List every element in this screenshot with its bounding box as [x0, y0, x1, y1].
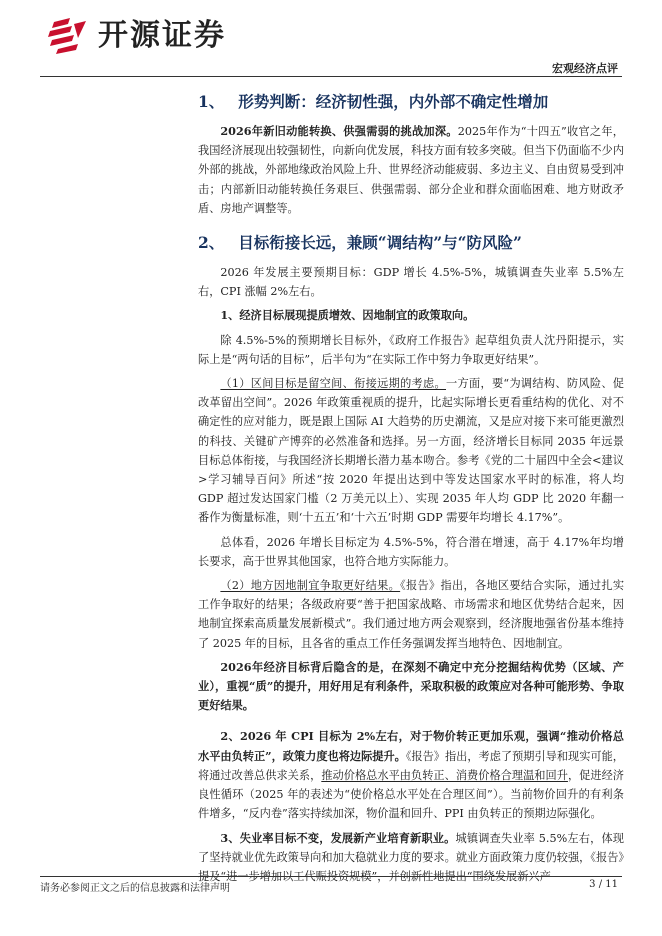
paragraph: 3、失业率目标不变，发展新产业培育新职业。城镇调查失业率 5.5%左右，体现了坚持就业优先政策导向和加大稳就业力度的要求。就业方面政策力度仍较强，《报告》提及“进一步增加以工代赈投资规模”，并创新性地提出“围绕发展新兴产 [198, 830, 624, 883]
section-1-title: 1、 形势判断：经济韧性强，内外部不确定性增加 [198, 92, 549, 111]
page-number: 3 / 11 [589, 879, 618, 890]
paragraph: 2026 年发展主要预期目标：GDP 增长 4.5%-5%，城镇调查失业率 5.5%左右，CPI 涨幅 2%左右。 [198, 266, 624, 299]
footer-disclaimer: 请务必参阅正文之后的信息披露和法律声明 [40, 883, 230, 894]
paragraph: 2026年经济目标背后隐含的是，在深刻不确定中充分挖掘结构优势（区域、产业），重视“质”的提升，用好用足有利条件，采取积极的政策应对各种可能形势、争取更好结果。 [198, 659, 624, 713]
paragraph: 2、2026 年 CPI 目标为 2%左右，对于物价转正更加乐观，强调“推动价格总水平由负转正”，政策力度也将边际提升。《报告》指出，考虑了预期引导和现实可能，将通过改善总供求关系，推动价格总水平由负转正、消费价格合理温和回升，促进经济良性循环（2025 年的表述为“使价格总水平处在合理区间”）。当前物价回升的有利条件增多，“反内卷”落实持续加深，物价温和回升、PPI 由负转正的预期边际强化。 [198, 729, 624, 821]
logo-text: 开源证券 [98, 18, 226, 53]
paragraph: 2026年新旧动能转换、供强需弱的挑战加深。2025年作为“十四五”收官之年，我国经济展现出较强韧性，向新向优发展，科技方面有较多突破。但当下仍面临不少内外部的挑战，外部地缘政治风险上升、世界经济动能疲弱、多边主义、自由贸易受到冲击；内部新旧动能转换任务艰巨、供强需弱、部分企业和群众面临困难、地方财政矛盾、房地产调整等。 [198, 124, 624, 215]
logo-icon [48, 18, 88, 54]
paragraph: （1）区间目标是留空间、衔接远期的考虑。一方面，要“为调结构、防风险、促改革留出空间”。2026 年政策重视质的提升，比起实际增长更看重结构的优化、对不确定性的应对能力，既是跟上国际 AI 大趋势的历史潮流，又是应对接下来可能更激烈的科技、关键矿产博弈的必然准备和选择。另一方面，经济增长目标同 2035 年远景目标总体衔接，与我国经济长期增长潜力基本吻合。参考《党的二十届四中全会<建议>学习辅导百问》所述“按 2020 年提出达到中等发达国家水平时的标准，将人均 GDP 超过发达国家门槛（2 万美元以上）、实现 2035 年人均 GDP 比 2020 年翻一番作为衡量标准，则‘十五五’和‘十六五’时期 GDP 需要年均增长 4.17%”。 [198, 377, 624, 525]
main-content [198, 86, 624, 886]
paragraph: 总体看，2026 年增长目标定为 4.5%-5%，符合潜在增速，高于 4.17%年均增长要求，高于世界其他国家，也符合地方实际能力。 [198, 535, 624, 568]
header-divider [40, 76, 622, 77]
report-type: 宏观经济点评 [552, 62, 618, 75]
subheading: 1、经济目标展现提质增效、因地制宜的政策取向。 [220, 308, 475, 323]
page-header [0, 0, 662, 78]
section-2-title: 2、 目标衔接长远，兼顾“调结构”与“防风险” [198, 233, 522, 253]
footer-divider [40, 876, 622, 877]
paragraph: 除 4.5%-5%的预期增长目标外，《政府工作报告》起草组负责人沈丹阳提示，实际上是“两句话的目标”，后半句为“在实际工作中努力争取更好结果”。 [198, 333, 624, 366]
paragraph: （2）地方因地制宜争取更好结果。《报告》指出，各地区要结合实际，通过扎实工作争取好的结果；各级政府要“善于把国家战略、市场需求和地区优势结合起来，因地制宜探索高质量发展新模式”。我们通过地方两会观察到，经济腹地强省份基本维持了 2025 年的目标，且各省的重点工作任务强调发挥当地特色、因地制宜。 [198, 579, 625, 650]
